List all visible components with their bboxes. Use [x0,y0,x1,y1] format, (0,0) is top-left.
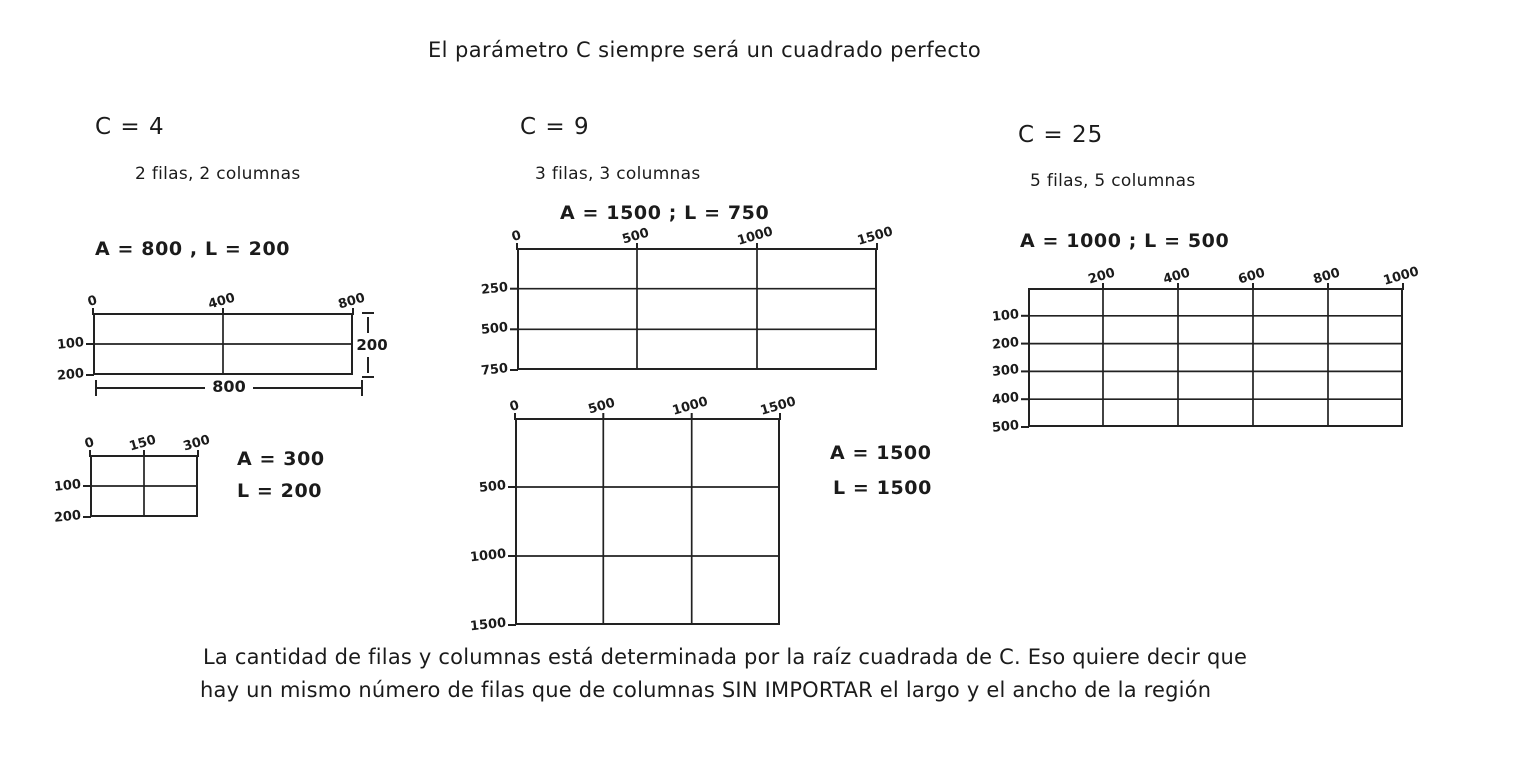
y-tick-label: 500 [991,418,1020,436]
c4-main-grid [56,290,367,384]
c4-height-dimension-marker [356,312,388,378]
c9-top-grid [480,224,895,379]
y-tick-label: 200 [56,366,85,384]
dimension-line [253,387,361,389]
c25-label: C = 25 [1018,122,1104,148]
x-tick-label: 400 [206,290,237,313]
x-tick-label: 1000 [735,224,775,249]
y-tick-label: 100 [991,306,1020,325]
c4-params-label: A = 800 , L = 200 [95,238,291,260]
c9-bottom-length-label: L = 1500 [833,477,932,499]
x-tick-label: 800 [336,290,367,313]
x-tick-label: 0 [510,228,523,245]
y-tick-label: 500 [480,320,509,339]
dimension-line [97,387,205,389]
c25-params-label: A = 1000 ; L = 500 [1020,230,1230,252]
x-tick-label: 600 [1236,265,1267,288]
x-tick-label: 0 [83,435,96,452]
c4-small-grid [53,432,212,526]
c9-bottom-area-label: A = 1500 [830,442,932,464]
y-tick-label: 1500 [469,615,507,635]
x-tick-label: 1000 [1381,264,1421,289]
x-tick-label: 500 [620,225,651,248]
x-tick-label: 0 [86,293,99,310]
y-tick-label: 200 [53,508,82,526]
x-tick-label: 1000 [670,394,710,419]
c25-grid [991,264,1421,436]
dimension-line [367,317,369,333]
y-tick-label: 750 [480,361,509,379]
x-tick-label: 200 [1086,265,1117,288]
c9-bottom-grid [469,394,798,635]
c4-width-dimension-marker [95,376,363,396]
c4-label: C = 4 [95,114,165,140]
dimension-line [367,357,369,373]
y-tick-label: 500 [478,478,507,496]
c9-params-label: A = 1500 ; L = 750 [560,202,770,224]
c4-rows-cols-label: 2 filas, 2 columnas [135,164,301,184]
page-title: El parámetro C siempre será un cuadrado perfecto [428,38,982,62]
x-tick-label: 1500 [758,394,798,419]
c9-label: C = 9 [520,114,590,140]
c4-small-area-label: A = 300 [237,448,325,470]
y-tick-label: 300 [991,362,1020,381]
c4-small-length-label: L = 200 [237,480,323,502]
y-tick-label: 100 [53,477,82,495]
x-tick-label: 0 [508,398,521,415]
x-tick-label: 400 [1161,265,1192,288]
footer-text-line1: La cantidad de filas y columnas está determinada por la raíz cuadrada de C. Eso quiere decir que [203,645,1248,669]
c9-rows-cols-label: 3 filas, 3 columnas [535,164,701,184]
y-tick-label: 400 [991,390,1020,409]
y-tick-label: 1000 [469,546,507,566]
c4-width-dimension-label: 800 [212,376,246,396]
x-tick-label: 800 [1311,265,1342,288]
footer-text-line2: hay un mismo número de filas que de columnas SIN IMPORTAR el largo y el ancho de la región [200,678,1212,702]
y-tick-label: 250 [480,279,509,298]
c25-rows-cols-label: 5 filas, 5 columnas [1030,171,1196,191]
x-tick-label: 500 [586,395,618,418]
x-tick-label: 300 [181,432,212,455]
y-tick-label: 100 [56,335,85,353]
x-tick-label: 150 [127,432,158,455]
y-tick-label: 200 [991,334,1020,353]
c4-height-dimension-label: 200 [356,336,388,354]
x-tick-label: 1500 [855,224,895,249]
